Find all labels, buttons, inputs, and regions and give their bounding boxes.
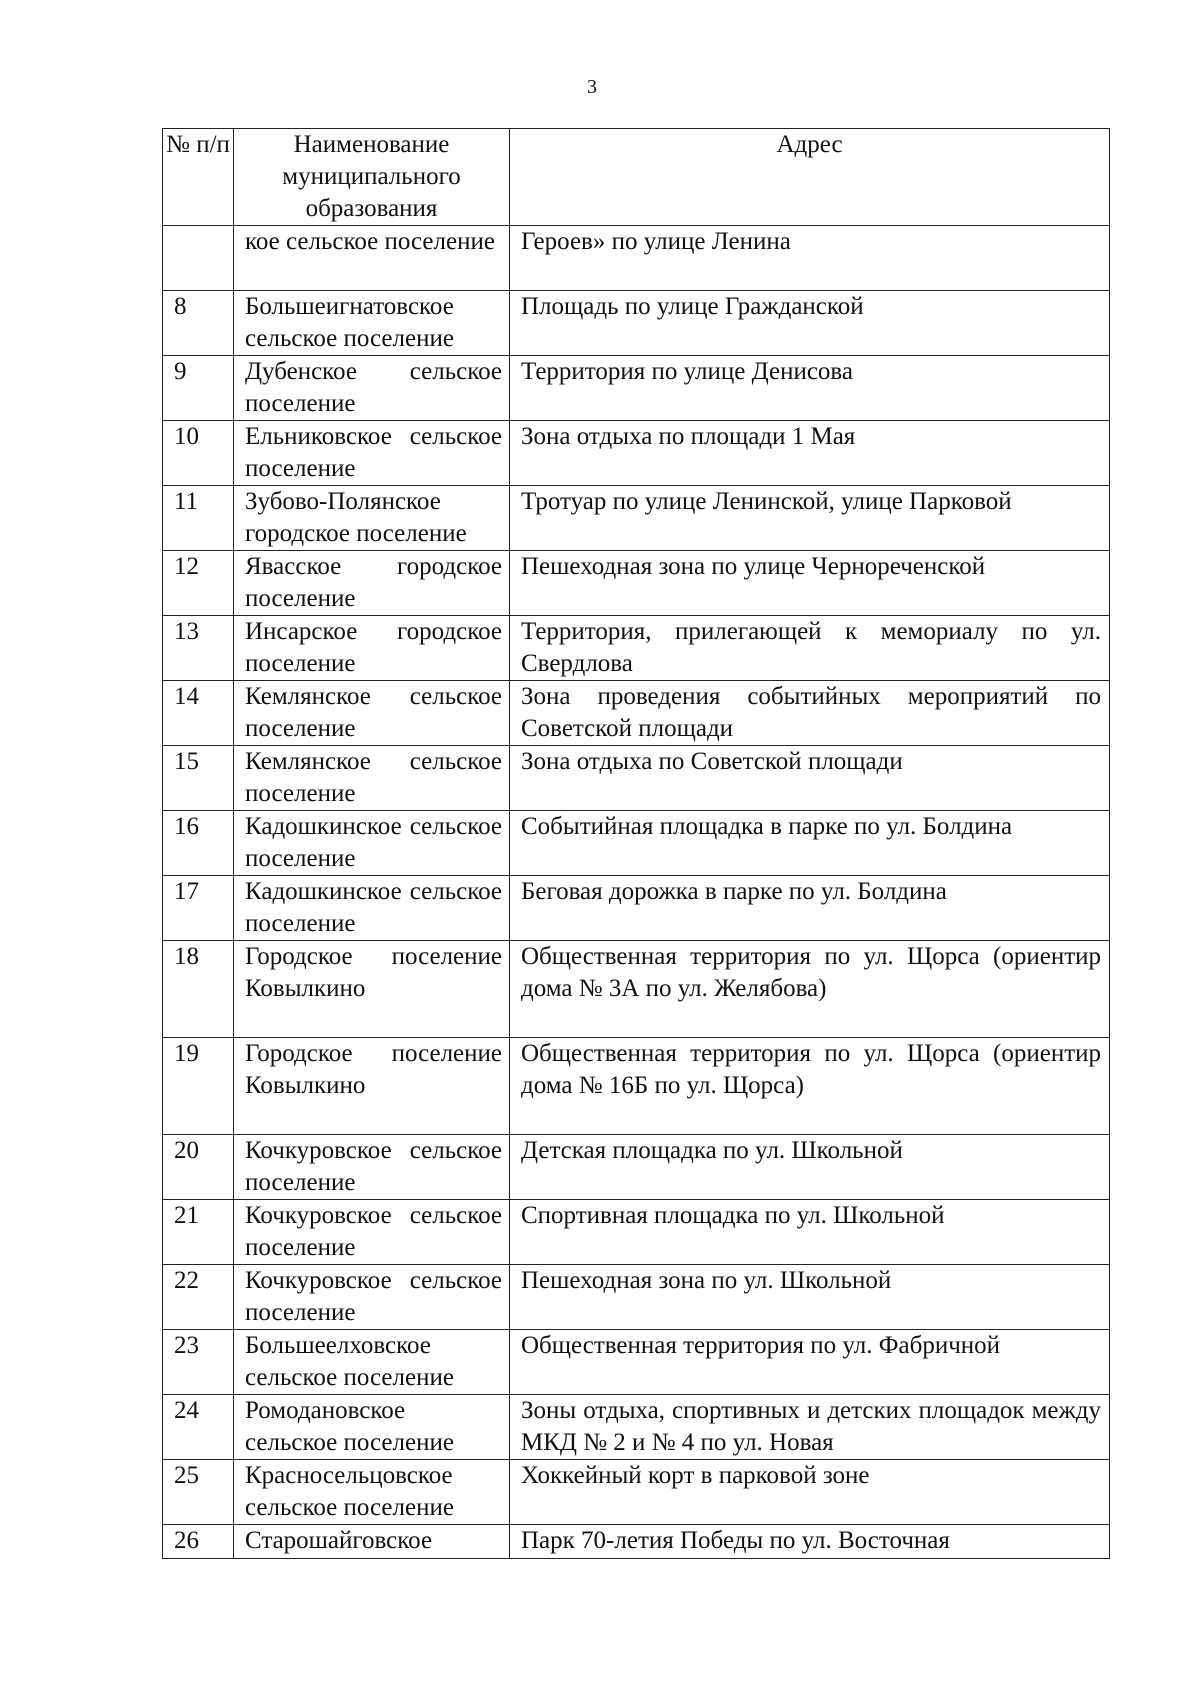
table-row: [163, 226, 1110, 291]
row-municipality: Кочкуровское сельское поселение: [234, 1135, 510, 1200]
table-row: [163, 746, 1110, 811]
row-address: Общественная территория по ул. Щорса (ориентир дома № 3А по ул. Желябова): [510, 941, 1110, 1038]
row-municipality: Явасское городское поселение: [234, 551, 510, 616]
row-address: Площадь по улице Гражданской: [510, 291, 1110, 356]
row-address: Спортивная площадка по ул. Школьной: [510, 1200, 1110, 1265]
row-municipality: Зубово-Полянское городское поселение: [234, 486, 510, 551]
row-number: 21: [163, 1200, 234, 1265]
row-number: 14: [163, 681, 234, 746]
row-address: Общественная территория по ул. Щорса (ориентир дома № 16Б по ул. Щорса): [510, 1038, 1110, 1135]
row-address: Событийная площадка в парке по ул. Болдина: [510, 811, 1110, 876]
table-row: [163, 1330, 1110, 1395]
table-row: [163, 1200, 1110, 1265]
row-municipality: кое сельское поселение: [234, 226, 510, 291]
column-header-address: Адрес: [510, 129, 1110, 226]
row-number: 13: [163, 616, 234, 681]
row-number: 24: [163, 1395, 234, 1460]
row-number: 26: [163, 1525, 234, 1559]
row-number: 15: [163, 746, 234, 811]
row-municipality: Красносельцовское сельское поселение: [234, 1460, 510, 1525]
row-municipality: Инсарское городское поселение: [234, 616, 510, 681]
table-row: [163, 421, 1110, 486]
table-row: [163, 811, 1110, 876]
table-header-row: [163, 129, 1110, 226]
row-number: 19: [163, 1038, 234, 1135]
row-address: Хоккейный корт в парковой зоне: [510, 1460, 1110, 1525]
municipal-address-table: [162, 128, 1110, 1559]
row-number: 18: [163, 941, 234, 1038]
row-municipality: Кадошкинское сельское поселение: [234, 811, 510, 876]
row-number: 10: [163, 421, 234, 486]
table-row: [163, 486, 1110, 551]
row-number: [163, 226, 234, 291]
row-municipality: Городское поселение Ковылкино: [234, 941, 510, 1038]
table-row: [163, 1395, 1110, 1460]
row-number: 12: [163, 551, 234, 616]
page-number: 3: [587, 76, 597, 98]
table-row: [163, 941, 1110, 1038]
row-number: 17: [163, 876, 234, 941]
table-row: [163, 1525, 1110, 1559]
row-municipality: Кадошкинское сельское поселение: [234, 876, 510, 941]
table-row: [163, 291, 1110, 356]
row-municipality: Ромодановское сельское поселение: [234, 1395, 510, 1460]
row-number: 23: [163, 1330, 234, 1395]
table-row: [163, 616, 1110, 681]
table-row: [163, 876, 1110, 941]
row-address: Пешеходная зона по ул. Школьной: [510, 1265, 1110, 1330]
table-row: [163, 551, 1110, 616]
row-number: 16: [163, 811, 234, 876]
row-municipality: Городское поселение Ковылкино: [234, 1038, 510, 1135]
table-row: [163, 1038, 1110, 1135]
row-number: 25: [163, 1460, 234, 1525]
table-row: [163, 1460, 1110, 1525]
row-municipality: Кочкуровское сельское поселение: [234, 1265, 510, 1330]
row-municipality: Кемлянское сельское поселение: [234, 746, 510, 811]
row-municipality: Ельниковское сельское поселение: [234, 421, 510, 486]
row-address: Беговая дорожка в парке по ул. Болдина: [510, 876, 1110, 941]
row-number: 8: [163, 291, 234, 356]
column-header-municipality: Наименование муниципального образования: [234, 129, 510, 226]
row-address: Героев» по улице Ленина: [510, 226, 1110, 291]
row-address: Тротуар по улице Ленинской, улице Парковой: [510, 486, 1110, 551]
row-municipality: Кочкуровское сельское поселение: [234, 1200, 510, 1265]
row-address: Зона проведения событийных мероприятий по Советской площади: [510, 681, 1110, 746]
row-number: 11: [163, 486, 234, 551]
table-row: [163, 681, 1110, 746]
row-municipality: Старошайговское: [234, 1525, 510, 1559]
row-address: Общественная территория по ул. Фабричной: [510, 1330, 1110, 1395]
row-address: Пешеходная зона по улице Чернореченской: [510, 551, 1110, 616]
row-municipality: Большеигнатовское сельское поселение: [234, 291, 510, 356]
row-number: 20: [163, 1135, 234, 1200]
row-number: 9: [163, 356, 234, 421]
row-address: Детская площадка по ул. Школьной: [510, 1135, 1110, 1200]
row-address: Территория по улице Денисова: [510, 356, 1110, 421]
column-header-number: № п/п: [163, 129, 234, 226]
row-municipality: Дубенское сельское поселение: [234, 356, 510, 421]
row-municipality: Кемлянское сельское поселение: [234, 681, 510, 746]
row-address: Парк 70-летия Победы по ул. Восточная: [510, 1525, 1110, 1559]
table-row: [163, 356, 1110, 421]
table-row: [163, 1265, 1110, 1330]
row-address: Зоны отдыха, спортивных и детских площадок между МКД № 2 и № 4 по ул. Новая: [510, 1395, 1110, 1460]
row-address: Зона отдыха по Советской площади: [510, 746, 1110, 811]
row-number: 22: [163, 1265, 234, 1330]
row-address: Зона отдыха по площади 1 Мая: [510, 421, 1110, 486]
row-municipality: Большеелховское сельское поселение: [234, 1330, 510, 1395]
table-row: [163, 1135, 1110, 1200]
row-address: Территория, прилегающей к мемориалу по ул. Свердлова: [510, 616, 1110, 681]
